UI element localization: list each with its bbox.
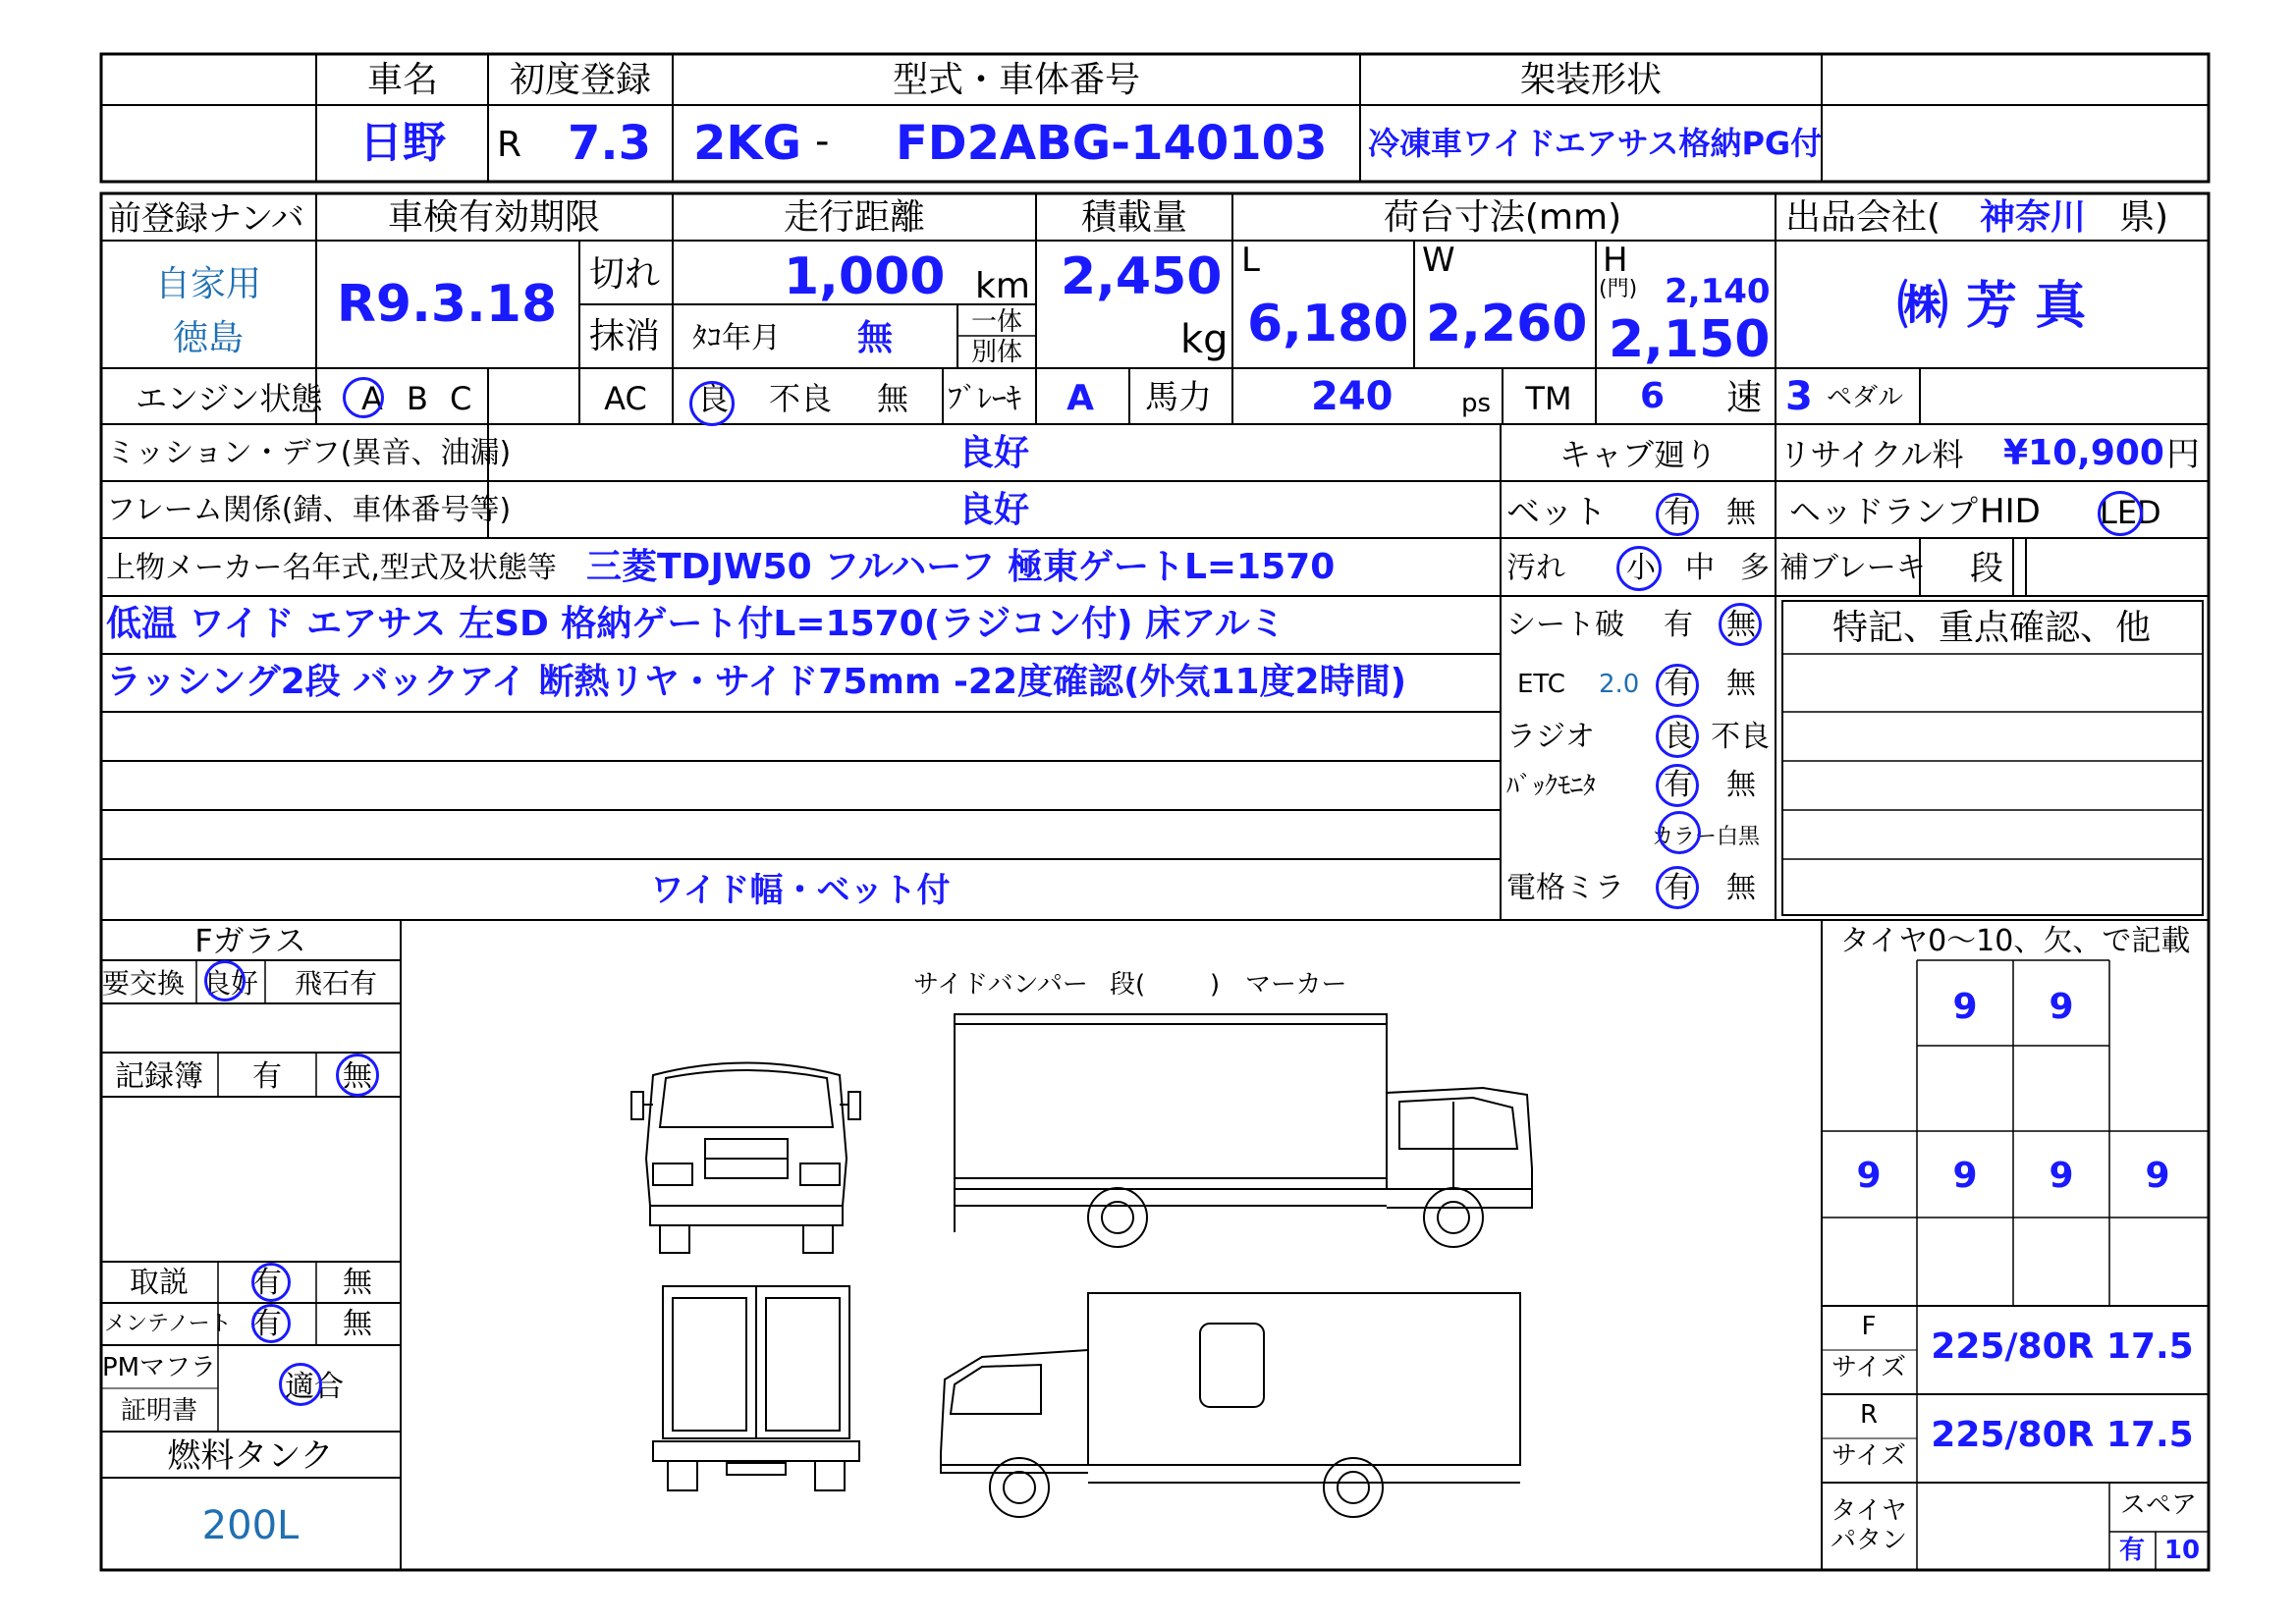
tire-rear-3: 9 — [2049, 1156, 2074, 1196]
inspection-label: 車検有効期限 — [387, 197, 601, 238]
tire-front-right: 9 — [2049, 987, 2074, 1027]
model-label: 型式・車体番号 — [892, 60, 1141, 100]
plate-use: 自家用 — [154, 264, 262, 304]
maint-no: 無 — [343, 1307, 372, 1341]
fglass-good-circle — [204, 960, 246, 1001]
maint-yes: 有 — [252, 1307, 282, 1341]
maint-label: メンテノート — [104, 1312, 232, 1336]
prev-plate-label: 前登録ナンバ — [108, 199, 304, 239]
plate-area: 徳島 — [172, 318, 245, 358]
tire-r-size: 225/80R 17.5 — [1931, 1415, 2194, 1455]
brake-label: ﾌﾞﾚｰｷ — [948, 382, 1021, 416]
km-unit: km — [975, 266, 1030, 306]
car-name: 日野 — [359, 118, 446, 168]
frame-label: フレーム関係(錆、車体番号等) — [106, 493, 512, 527]
mission-label: ミッション・デフ(異音、油漏) — [106, 436, 512, 470]
pm-label-1: PMマフラ — [101, 1353, 217, 1382]
body-type: 冷凍車ワイドエアサス格納PG付 — [1368, 125, 1823, 162]
fglass-label: Fガラス — [194, 922, 306, 959]
marker-label: マーカー — [1245, 970, 1347, 1000]
etc-yes: 有 — [1664, 667, 1693, 701]
spare-val: 10 — [2163, 1536, 2201, 1565]
pedal-val: 3 — [1785, 374, 1813, 419]
bed-yes: 有 — [1664, 496, 1693, 530]
ac-label: AC — [604, 380, 647, 417]
tire-rear-1: 9 — [1856, 1156, 1882, 1196]
record-book-no: 無 — [343, 1059, 372, 1094]
brake-val: A — [1066, 378, 1094, 418]
mission-val: 良好 — [957, 433, 1030, 473]
cab-label: キャブ廻り — [1558, 436, 1718, 473]
seat-yes: 有 — [1664, 608, 1693, 642]
back-monitor-yes-circle — [1656, 764, 1699, 807]
tire-f-size: 225/80R 17.5 — [1931, 1326, 2194, 1367]
fglass-chip: 飛石有 — [295, 967, 378, 1000]
note-line-2: ラッシング2段 バックアイ 断熱リヤ・サイド75mm -22度確認(外気11度2時間) — [106, 662, 1407, 702]
W-label: W — [1422, 241, 1455, 280]
seller-name: ㈱ 芳 真 — [1896, 277, 2087, 336]
fglass-good: 良好 — [203, 967, 259, 1000]
load-val: 2,450 — [1061, 247, 1223, 306]
H-gate-val: 2,140 — [1665, 272, 1771, 311]
back-monitor-no: 無 — [1726, 768, 1756, 802]
engine-label: エンジン状態 — [136, 380, 323, 417]
truck-diagram — [631, 1014, 1532, 1517]
ac-none: 無 — [877, 380, 909, 417]
first-reg-label: 初度登録 — [509, 60, 652, 100]
dash: - — [815, 119, 830, 164]
ittai: 一体 — [970, 307, 1023, 337]
upper-val: 三菱TDJW50 フルハーフ 極東ゲートL=1570 — [586, 547, 1336, 587]
record-book-label: 記録簿 — [115, 1059, 203, 1094]
L-label: L — [1241, 241, 1260, 280]
engine-grade-a: A — [361, 380, 383, 417]
aux-brake-dan: 段 — [1970, 549, 2003, 588]
ac-bad: 不良 — [769, 380, 833, 417]
tire-f-label: F — [1861, 1312, 1877, 1341]
tire-r-size-label: サイズ — [1831, 1441, 1906, 1471]
dirt-mid: 中 — [1685, 551, 1715, 585]
tire-title: タイヤ0～10、欠、で記載 — [1839, 924, 2191, 958]
mirror-yes-circle — [1656, 866, 1699, 909]
hid-label: HID — [1980, 492, 2041, 531]
ac-good: 良 — [697, 380, 730, 417]
aux-brake-label: 補ブレーキ — [1779, 551, 1926, 585]
tire-pattern-2: パタン — [1830, 1526, 1908, 1555]
pm-val: 適合 — [285, 1370, 344, 1404]
engine-grade-c: C — [450, 380, 472, 417]
tire-rear-4: 9 — [2145, 1156, 2170, 1196]
notes-title: 特記、重点確認、他 — [1831, 608, 2152, 648]
tire-r-label: R — [1859, 1400, 1879, 1430]
side-bumper-close: ) — [1210, 970, 1221, 1000]
tacho-label: ﾀｺ年月 — [692, 321, 781, 355]
recycle-label: リサイクル料 — [1779, 436, 1964, 473]
cancelled: 抹消 — [589, 316, 661, 356]
radio-good: 良 — [1664, 720, 1693, 754]
era: R — [497, 125, 522, 165]
recycle-val: ¥10,900 — [2003, 433, 2164, 473]
seat-label: シート破 — [1506, 608, 1624, 642]
etc-no: 無 — [1726, 667, 1756, 701]
radio-bad: 不良 — [1711, 720, 1770, 754]
pm-label-2: 証明書 — [120, 1396, 198, 1426]
L-val: 6,180 — [1247, 295, 1409, 353]
etc-label: ETC — [1517, 670, 1565, 699]
maint-yes-circle — [251, 1304, 291, 1343]
seller-pref: 神奈川 — [1980, 197, 2087, 238]
H-val: 2,150 — [1609, 310, 1771, 369]
record-book-yes: 有 — [252, 1059, 282, 1094]
note-line-1: 低温 ワイド エアサス 左SD 格納ゲート付L=1570(ラジコン付) 床アルミ — [106, 604, 1285, 644]
mirror-no: 無 — [1726, 871, 1756, 905]
spare-label: スペア — [2119, 1490, 2198, 1520]
led-circle — [2098, 491, 2143, 536]
tire-rear-2: 9 — [1952, 1156, 1978, 1196]
tire-pattern-1: タイヤ — [1831, 1496, 1907, 1526]
headlamp-label: ヘッドランプ — [1789, 493, 1979, 530]
manual-no: 無 — [343, 1266, 372, 1300]
bed-yes-circle — [1656, 493, 1699, 536]
seller-label-post: 県) — [2119, 197, 2169, 238]
load-label: 積載量 — [1080, 197, 1188, 238]
model-code: 2KG — [693, 116, 801, 171]
dirt-small: 小 — [1626, 551, 1656, 585]
color-label: カラー — [1652, 825, 1718, 849]
seat-no: 無 — [1726, 608, 1756, 642]
hp-label: 馬力 — [1145, 378, 1212, 417]
yen-label: 円 — [2166, 435, 2200, 474]
bed-label: 荷台寸法(mm) — [1383, 197, 1622, 238]
side-bumper-dan: 段( — [1110, 970, 1146, 1000]
spare-yes: 有 — [2118, 1536, 2146, 1565]
H-label: H — [1603, 241, 1628, 280]
engine-grade-b: B — [407, 380, 428, 417]
mileage: 1,000 — [784, 247, 946, 306]
tm-val: 6 — [1640, 376, 1666, 416]
tire-f-size-label: サイズ — [1831, 1353, 1906, 1382]
mirror-label: 電格ミラ — [1506, 871, 1624, 905]
pedal-label: ペダル — [1827, 383, 1904, 412]
back-monitor-yes: 有 — [1664, 768, 1693, 802]
dirt-many: 多 — [1740, 551, 1770, 585]
manual-yes-circle — [251, 1263, 291, 1302]
mirror-yes: 有 — [1664, 871, 1693, 905]
led-label: LED — [2100, 494, 2161, 531]
seller-label-pre: 出品会社( — [1785, 197, 1941, 238]
note-line-last: ワイド幅・ベット付 — [650, 871, 951, 910]
bw-label: 白黒 — [1717, 825, 1761, 849]
side-bumper-label: サイドバンパー — [913, 970, 1088, 1000]
fglass-replace: 要交換 — [102, 967, 186, 1000]
bed-label: ベット — [1506, 493, 1607, 532]
etc-yes-circle — [1656, 664, 1699, 707]
pm-val-circle — [279, 1363, 322, 1406]
kg-unit: kg — [1180, 317, 1229, 362]
H-gate-label: (門) — [1599, 277, 1638, 301]
tacho-val: 無 — [857, 318, 894, 358]
manual-label: 取説 — [130, 1266, 189, 1300]
inspection-date: R9.3.18 — [336, 275, 558, 334]
engine-grade-circle — [343, 377, 384, 418]
back-monitor-label: ﾊﾞｯｸﾓﾆﾀ — [1506, 772, 1597, 801]
radio-label: ラジオ — [1506, 720, 1595, 754]
dirt-label: 汚れ — [1506, 551, 1565, 585]
dirt-small-circle — [1616, 546, 1662, 591]
color-circle — [1658, 811, 1701, 854]
tm-label: TM — [1525, 380, 1572, 417]
ac-good-circle — [689, 381, 735, 426]
hp-val: 240 — [1311, 374, 1394, 419]
expired: 切れ — [589, 254, 661, 295]
etc-version: 2.0 — [1599, 670, 1640, 699]
betsutai: 別体 — [970, 338, 1023, 367]
fuel-val: 200L — [201, 1503, 300, 1548]
fuel-label: 燃料タンク — [167, 1436, 334, 1476]
seat-no-circle — [1719, 603, 1762, 646]
ps-unit: ps — [1461, 389, 1492, 418]
radio-good-circle — [1656, 715, 1699, 758]
speed-label: 速 — [1726, 378, 1763, 418]
frame-val: 良好 — [957, 490, 1030, 530]
car-name-label: 車名 — [366, 60, 439, 100]
first-reg: 7.3 — [568, 116, 652, 171]
mileage-label: 走行距離 — [783, 197, 926, 238]
W-val: 2,260 — [1426, 295, 1588, 353]
bed-no: 無 — [1726, 496, 1756, 530]
tire-front-left: 9 — [1952, 987, 1978, 1027]
upper-label: 上物メーカー名年式,型式及状態等 — [106, 551, 557, 585]
body-label: 架装形状 — [1519, 60, 1663, 100]
manual-yes: 有 — [252, 1266, 282, 1300]
chassis-no: FD2ABG-140103 — [896, 116, 1328, 171]
record-book-no-circle — [336, 1054, 379, 1097]
